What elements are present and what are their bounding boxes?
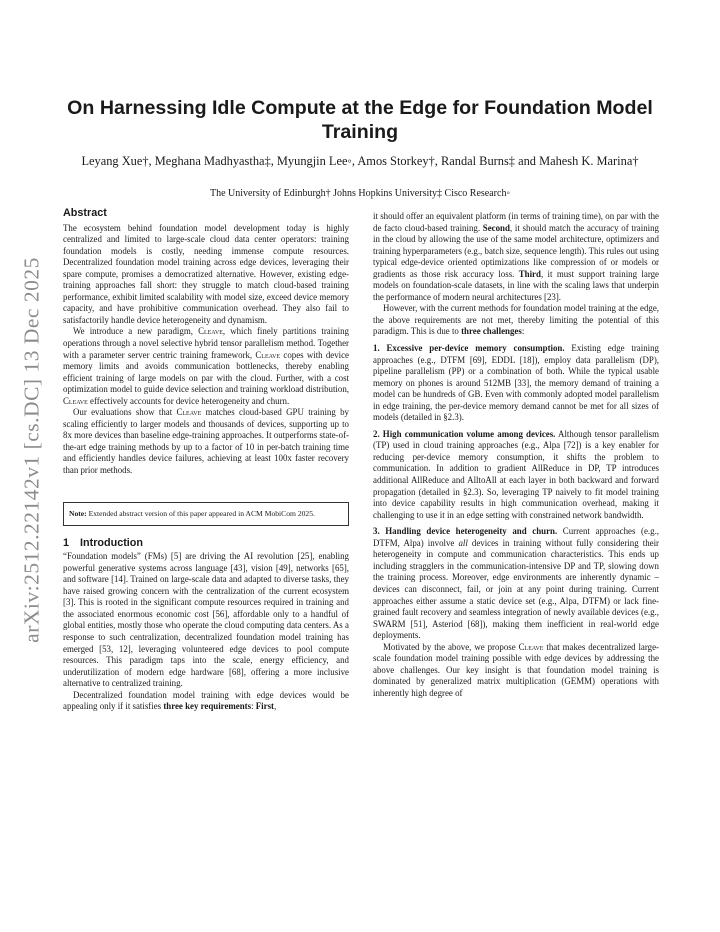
intro-paragraph-1: “Foundation models” (FMs) [5] are driving the AI revolution [25], enabling powerful generative systems across language [43], vision [49], networks [65], and software [14]. Trained on large-scale data and adapted to diverse tasks, they have raised growing concern with the centralization of the current ecosystem [3]. This is rooted in the significant compute resources required in training and the associated enormous economic cost [56], affordable only to a handful of global entities, mostly those who operate the cloud computing data centers. As a response to such centralization, decentralized foundation model training has emerged [53, 12], leveraging volunteered edge devices to pool compute resources. This paradigm taps into the scale, energy efficiency, and underutilization of modern edge hardware [68], offering a more inclusive alternative to centralized training. bbox=[63, 551, 349, 689]
challenge-3: 3. Handling device heterogeneity and churn. Current approaches (e.g., DTFM, Alpa) involve all devices in training without fully considering their heterogeneity in compute and communication characteristics. This ends up including stragglers in the communication-intensive DP and TP, slowing down the training process. Moreover, edge environments are inherently dynamic – devices can disconnect, fail, or join at any point during training. Current approaches either assume a static device set (e.g., Alpa, DTFM) or lack fine-grained fault recovery and seamless integration of newly available devices (e.g., SWARM [51], Asteriod [68]), making them inefficient in real-world edge deployments. bbox=[373, 526, 660, 641]
abstract-paragraph-1: The ecosystem behind foundation model development today is highly centralized and limited to large-scale cloud data center operators: training foundation models is costly, needing immense compute resources. Decentralized foundation model training across edge devices, leveraging their spare compute, promises a democratized alternative. However, existing edge-training approaches fall short: they struggle to match cloud-based training performance, exhibit limited scalability with model size, exceed device memory capacity, and have prohibitive communication overhead. They also fail to satisfactorily handle device heterogeneity and dynamism. bbox=[63, 222, 349, 325]
intro-paragraph-2: Decentralized foundation model training with edge devices would be appealing only if it satisfies three key requirements: First, bbox=[63, 689, 349, 712]
challenge-1-title: 1. Excessive per-device memory consumption. bbox=[373, 343, 565, 354]
note-label: Note: bbox=[69, 508, 87, 518]
challenge-2: 2. High communication volume among devices. Although tensor parallelism (TP) used in cloud training approaches (e.g., Alpa [72]) is a key enabler for reducing per-device memory consumption, it shifts the problem to communication. In addition to gradient AllReduce in DP, TP introduces additional AllReduce and AlltoAll at each layer in both backward and forward propagation (detailed in §2.3). So, leveraging TP naively to fit model training into device capability results in high communication overhead, making it challenging to use it in an edge setting with constrained network bandwidth. bbox=[373, 428, 659, 520]
abstract-paragraph-2: We introduce a new paradigm, Cleave, which finely partitions training operations through a novel selective hybrid tensor parallelism method. Together with a parameter server centric training framework, Cleave copes with device memory limits and avoids communication bottlenecks, thereby enabling efficient training of large models on par with the cloud. Further, with a cost optimization model to guide device selection and training workload distribution, Cleave effectively accounts for device heterogeneity and churn. bbox=[63, 326, 349, 406]
section-title: Introduction bbox=[80, 536, 143, 549]
arxiv-stamp: arXiv:2512.22142v1 [cs.DC] 13 Dec 2025 bbox=[19, 257, 44, 643]
system-name: Cleave bbox=[176, 407, 202, 418]
author-list: Leyang Xue†, Meghana Madhyastha‡, Myungjin Lee◦, Amos Storkey†, Randal Burns‡ and Mahesh K. Marina† bbox=[81, 154, 639, 168]
challenges-intro: However, with the current methods for foundation model training at the edge, the above requirements are not met, thereby limiting the potential of this paradigm. This is due to three challenges: bbox=[373, 303, 659, 337]
motivation-paragraph: Motivated by the above, we propose Cleave that makes decentralized large-scale foundation model training possible with edge devices by addressing the above challenges. Our key insight is that foundation model training is dominated by generalized matrix multiplication (GEMM) operations with inherently high degree of bbox=[373, 641, 659, 698]
system-name: Cleave bbox=[63, 395, 88, 406]
abstract-paragraph-3: Our evaluations show that Cleave matches cloud-based GPU training by scaling efficiently to larger models and thousands of devices, supporting up to 8x more devices than baseline edge-training approaches. It outperforms state-of-the-art edge training methods by up to a factor of 10 in per-batch training time and efficiently handles device failures, achieving at least 100x faster recovery than prior methods. bbox=[63, 407, 349, 476]
note-text: Extended abstract version of this paper appeared in ACM MobiCom 2025. bbox=[86, 508, 315, 518]
paper-title: On Harnessing Idle Compute at the Edge for Foundation Model Training bbox=[67, 97, 653, 143]
affiliations: The University of Edinburgh† Johns Hopkins University‡ Cisco Research◦ bbox=[210, 188, 510, 199]
note-box bbox=[63, 502, 349, 526]
right-column bbox=[373, 211, 659, 699]
system-name: Cleave bbox=[518, 641, 544, 652]
section-number: 1 bbox=[63, 536, 70, 549]
abstract-heading: Abstract bbox=[63, 207, 107, 219]
system-name: Cleave bbox=[198, 326, 223, 337]
requirements-paragraph: it should offer an equivalent platform (in terms of training time), on par with the de facto cloud-based training. Second, it should match the accuracy of training in the cloud by allowing the use of the same model architecture, optimizers and training hyperparameters (e.g., batch size, sequence length). This rules out using typical edge-device oriented optimizations like compression of or models or gradients as those risk accuracy loss. Third, it must support training large models on foundation-scale datasets, in line with the scaling laws that underpin the performance of modern neural architectures [23]. bbox=[373, 211, 659, 302]
section-heading bbox=[63, 538, 349, 550]
challenge-2-title: 2. High communication volume among devices. bbox=[373, 428, 556, 439]
challenge-1: 1. Excessive per-device memory consumption. Existing edge training approaches (e.g., DTFM [69], EDDL [18]), employ data parallelism (DP), pipeline parallelism (PP) or a combination of both. While the typical usable memory on phones is around 512MB [33], the memory demand of training a model can be hundreds of GB. Even with commonly adopted model parallelism in edge training, the per-device memory demand cannot be met for all sizes of models (detailed in §2.3). bbox=[373, 343, 659, 423]
left-column bbox=[63, 208, 349, 713]
challenge-3-title: 3. Handling device heterogeneity and churn. bbox=[373, 526, 558, 537]
system-name: Cleave bbox=[255, 349, 281, 360]
